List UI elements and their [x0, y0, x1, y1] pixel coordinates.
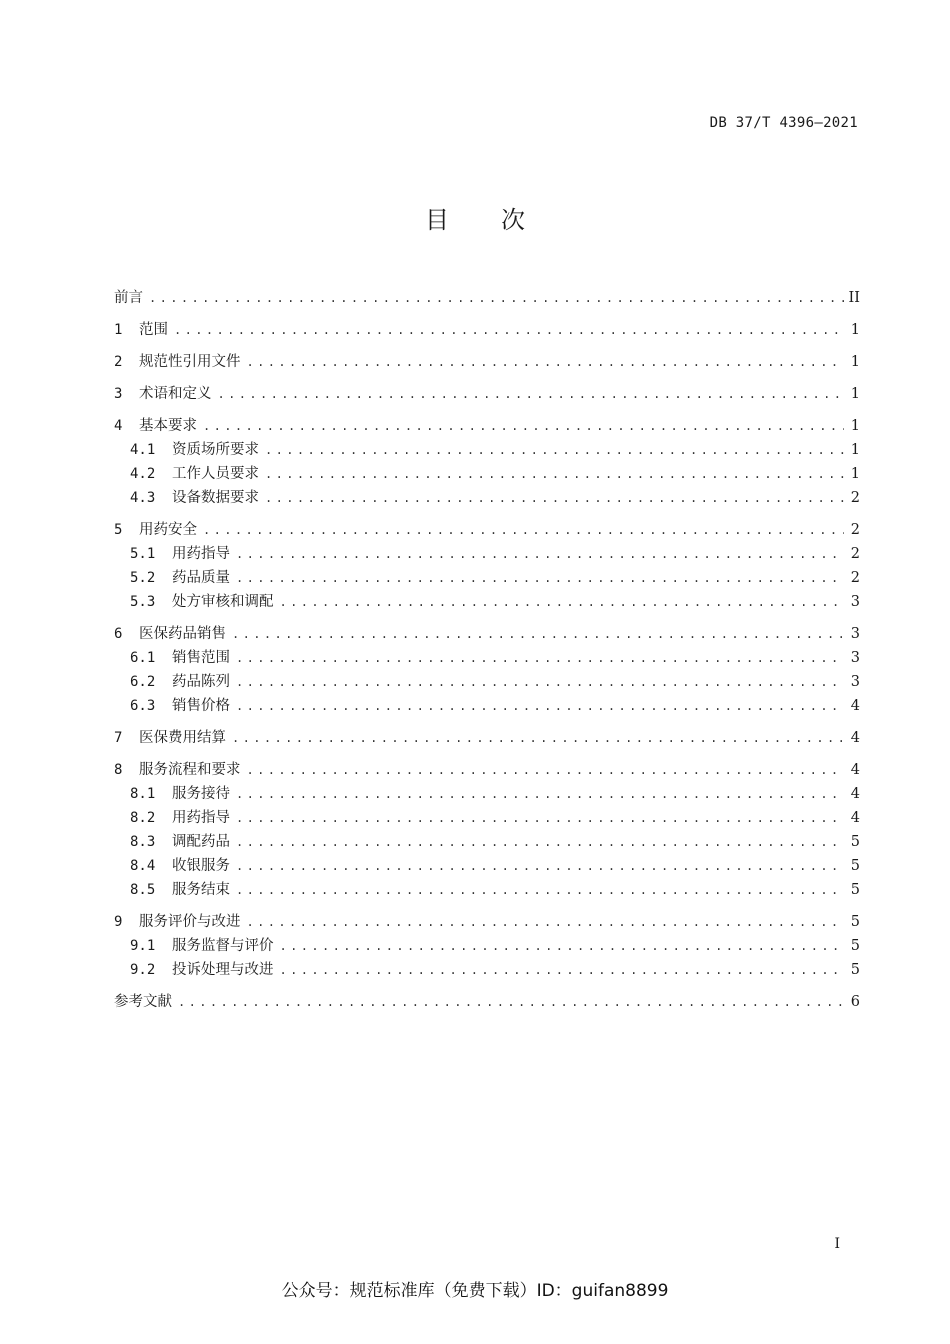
- toc-entry-label: 范围: [139, 322, 168, 338]
- dot-leader: [203, 518, 844, 542]
- dot-leader: [178, 990, 844, 1014]
- toc-entry-number: 6: [114, 626, 123, 642]
- toc-entry-label: 调配药品: [172, 834, 230, 850]
- toc-entry-page: 3: [850, 626, 860, 642]
- toc-subentry[interactable]: [114, 542, 860, 566]
- toc-entry-page: 6: [850, 994, 860, 1010]
- toc-entry-number: 4: [114, 418, 123, 434]
- toc-subentry[interactable]: [114, 958, 860, 982]
- dot-leader: [232, 726, 844, 750]
- dot-leader: [236, 830, 844, 854]
- toc-entry-page: 4: [850, 762, 860, 778]
- toc-entry[interactable]: [114, 414, 860, 438]
- toc-entry[interactable]: [114, 726, 860, 750]
- toc-entry-label: 用药指导: [172, 810, 230, 826]
- toc-entry-label: 医保药品销售: [139, 626, 226, 642]
- dot-leader: [174, 318, 844, 342]
- toc-entry-number: 6.1: [130, 650, 156, 666]
- toc-entry-number: 5.2: [130, 570, 156, 586]
- toc-entry-label: 销售价格: [172, 698, 230, 714]
- toc-subentry[interactable]: [114, 806, 860, 830]
- toc-entry-page: 4: [850, 810, 860, 826]
- toc-entry-number: 9.2: [130, 962, 156, 978]
- dot-leader: [236, 782, 844, 806]
- toc-entry-label: 药品质量: [172, 570, 230, 586]
- toc-entry-page: 5: [850, 882, 860, 898]
- toc-entry-label: 服务监督与评价: [172, 938, 274, 954]
- toc-entry-page: 5: [850, 914, 860, 930]
- toc-entry-label: 收银服务: [172, 858, 230, 874]
- toc-entry-page: II: [848, 290, 860, 306]
- toc-entry-page: 2: [850, 490, 860, 506]
- toc-entry-label: 药品陈列: [172, 674, 230, 690]
- toc-entry-page: 1: [850, 322, 860, 338]
- dot-leader: [265, 462, 844, 486]
- toc-entry-number: 6.2: [130, 674, 156, 690]
- toc-subentry[interactable]: [114, 486, 860, 510]
- toc-entry-label: 投诉处理与改进: [172, 962, 274, 978]
- toc-entry-page: 5: [850, 834, 860, 850]
- dot-leader: [149, 286, 844, 310]
- toc-entry-number: 8.4: [130, 858, 156, 874]
- toc-entry-page: 4: [850, 730, 860, 746]
- toc-entry-page: 4: [850, 786, 860, 802]
- toc-entry-label: 销售范围: [172, 650, 230, 666]
- toc-entry[interactable]: [114, 622, 860, 646]
- dot-leader: [236, 694, 844, 718]
- toc-entry-page: 2: [850, 522, 860, 538]
- toc-entry-label: 前言: [114, 290, 143, 306]
- dot-leader: [236, 670, 844, 694]
- toc-entry-label: 用药安全: [139, 522, 197, 538]
- toc-entry-page: 1: [850, 354, 860, 370]
- toc-subentry[interactable]: [114, 934, 860, 958]
- toc-subentry[interactable]: [114, 462, 860, 486]
- dot-leader: [265, 438, 844, 462]
- toc-entry-number: 4.1: [130, 442, 156, 458]
- toc-entry[interactable]: [114, 382, 860, 406]
- dot-leader: [236, 566, 844, 590]
- toc-entry-number: 8.5: [130, 882, 156, 898]
- toc-entry-label: 服务评价与改进: [139, 914, 241, 930]
- toc-entry-number: 8.3: [130, 834, 156, 850]
- toc-entry-label: 基本要求: [139, 418, 197, 434]
- dot-leader: [280, 590, 845, 614]
- toc-entry-page: 1: [850, 386, 860, 402]
- toc-entry-number: 8: [114, 762, 123, 778]
- toc-entry-number: 4.2: [130, 466, 156, 482]
- toc-subentry[interactable]: [114, 878, 860, 902]
- dot-leader: [236, 878, 844, 902]
- toc-subentry[interactable]: [114, 830, 860, 854]
- toc-entry-page: 3: [850, 674, 860, 690]
- toc-entry[interactable]: [114, 286, 860, 310]
- toc-entry[interactable]: [114, 758, 860, 782]
- dot-leader: [218, 382, 845, 406]
- toc-entry-number: 8.1: [130, 786, 156, 802]
- dot-leader: [280, 934, 845, 958]
- toc-entry-number: 5.1: [130, 546, 156, 562]
- dot-leader: [236, 646, 844, 670]
- toc-entry-label: 术语和定义: [139, 386, 212, 402]
- toc-entry-page: 3: [850, 594, 860, 610]
- toc-subentry[interactable]: [114, 590, 860, 614]
- toc-entry-label: 工作人员要求: [172, 466, 259, 482]
- toc-entry-page: 5: [850, 938, 860, 954]
- toc-entry-page: 1: [850, 442, 860, 458]
- toc-entry-page: 1: [850, 418, 860, 434]
- toc-entry[interactable]: [114, 910, 860, 934]
- toc-entry-number: 8.2: [130, 810, 156, 826]
- dot-leader: [247, 350, 845, 374]
- toc-entry-page: 2: [850, 570, 860, 586]
- toc-subentry[interactable]: [114, 694, 860, 718]
- toc-subentry[interactable]: [114, 782, 860, 806]
- toc-entry-page: 1: [850, 466, 860, 482]
- page-number: I: [834, 1236, 840, 1252]
- toc-subentry[interactable]: [114, 646, 860, 670]
- toc-entry-number: 3: [114, 386, 123, 402]
- dot-leader: [236, 542, 844, 566]
- dot-leader: [247, 758, 845, 782]
- toc-entry-label: 用药指导: [172, 546, 230, 562]
- toc-entry-label: 规范性引用文件: [139, 354, 241, 370]
- toc-entry-label: 服务接待: [172, 786, 230, 802]
- toc-subentry[interactable]: [114, 670, 860, 694]
- toc-entry-number: 9: [114, 914, 123, 930]
- toc-entry-label: 设备数据要求: [172, 490, 259, 506]
- toc-entry-label: 服务流程和要求: [139, 762, 241, 778]
- toc-entry-number: 5.3: [130, 594, 156, 610]
- toc-entry-number: 9.1: [130, 938, 156, 954]
- toc-entry-label: 参考文献: [114, 994, 172, 1010]
- document-code: DB 37/T 4396—2021: [709, 115, 858, 131]
- toc-entry-page: 3: [850, 650, 860, 666]
- dot-leader: [232, 622, 844, 646]
- toc-entry-page: 2: [850, 546, 860, 562]
- dot-leader: [236, 854, 844, 878]
- toc-subentry[interactable]: [114, 438, 860, 462]
- dot-leader: [236, 806, 844, 830]
- toc-entry-number: 5: [114, 522, 123, 538]
- toc-entry[interactable]: [114, 518, 860, 542]
- dot-leader: [280, 958, 845, 982]
- dot-leader: [265, 486, 844, 510]
- toc-entry-label: 医保费用结算: [139, 730, 226, 746]
- dot-leader: [247, 910, 845, 934]
- toc-subentry[interactable]: [114, 854, 860, 878]
- toc-entry-label: 服务结束: [172, 882, 230, 898]
- table-of-contents: [114, 286, 860, 1014]
- toc-entry[interactable]: [114, 350, 860, 374]
- toc-entry[interactable]: [114, 318, 860, 342]
- dot-leader: [203, 414, 844, 438]
- toc-entry-label: 资质场所要求: [172, 442, 259, 458]
- toc-entry-number: 7: [114, 730, 123, 746]
- toc-entry-number: 2: [114, 354, 123, 370]
- toc-entry-label: 处方审核和调配: [172, 594, 274, 610]
- toc-entry[interactable]: [114, 990, 860, 1014]
- watermark-text: 公众号：规范标准库（免费下载）ID：guifan8899: [281, 1281, 669, 1301]
- page-title: 目次: [425, 206, 577, 234]
- toc-entry-number: 1: [114, 322, 123, 338]
- toc-entry-page: 5: [850, 858, 860, 874]
- toc-entry-page: 5: [850, 962, 860, 978]
- toc-subentry[interactable]: [114, 566, 860, 590]
- toc-entry-page: 4: [850, 698, 860, 714]
- toc-entry-number: 6.3: [130, 698, 156, 714]
- toc-entry-number: 4.3: [130, 490, 156, 506]
